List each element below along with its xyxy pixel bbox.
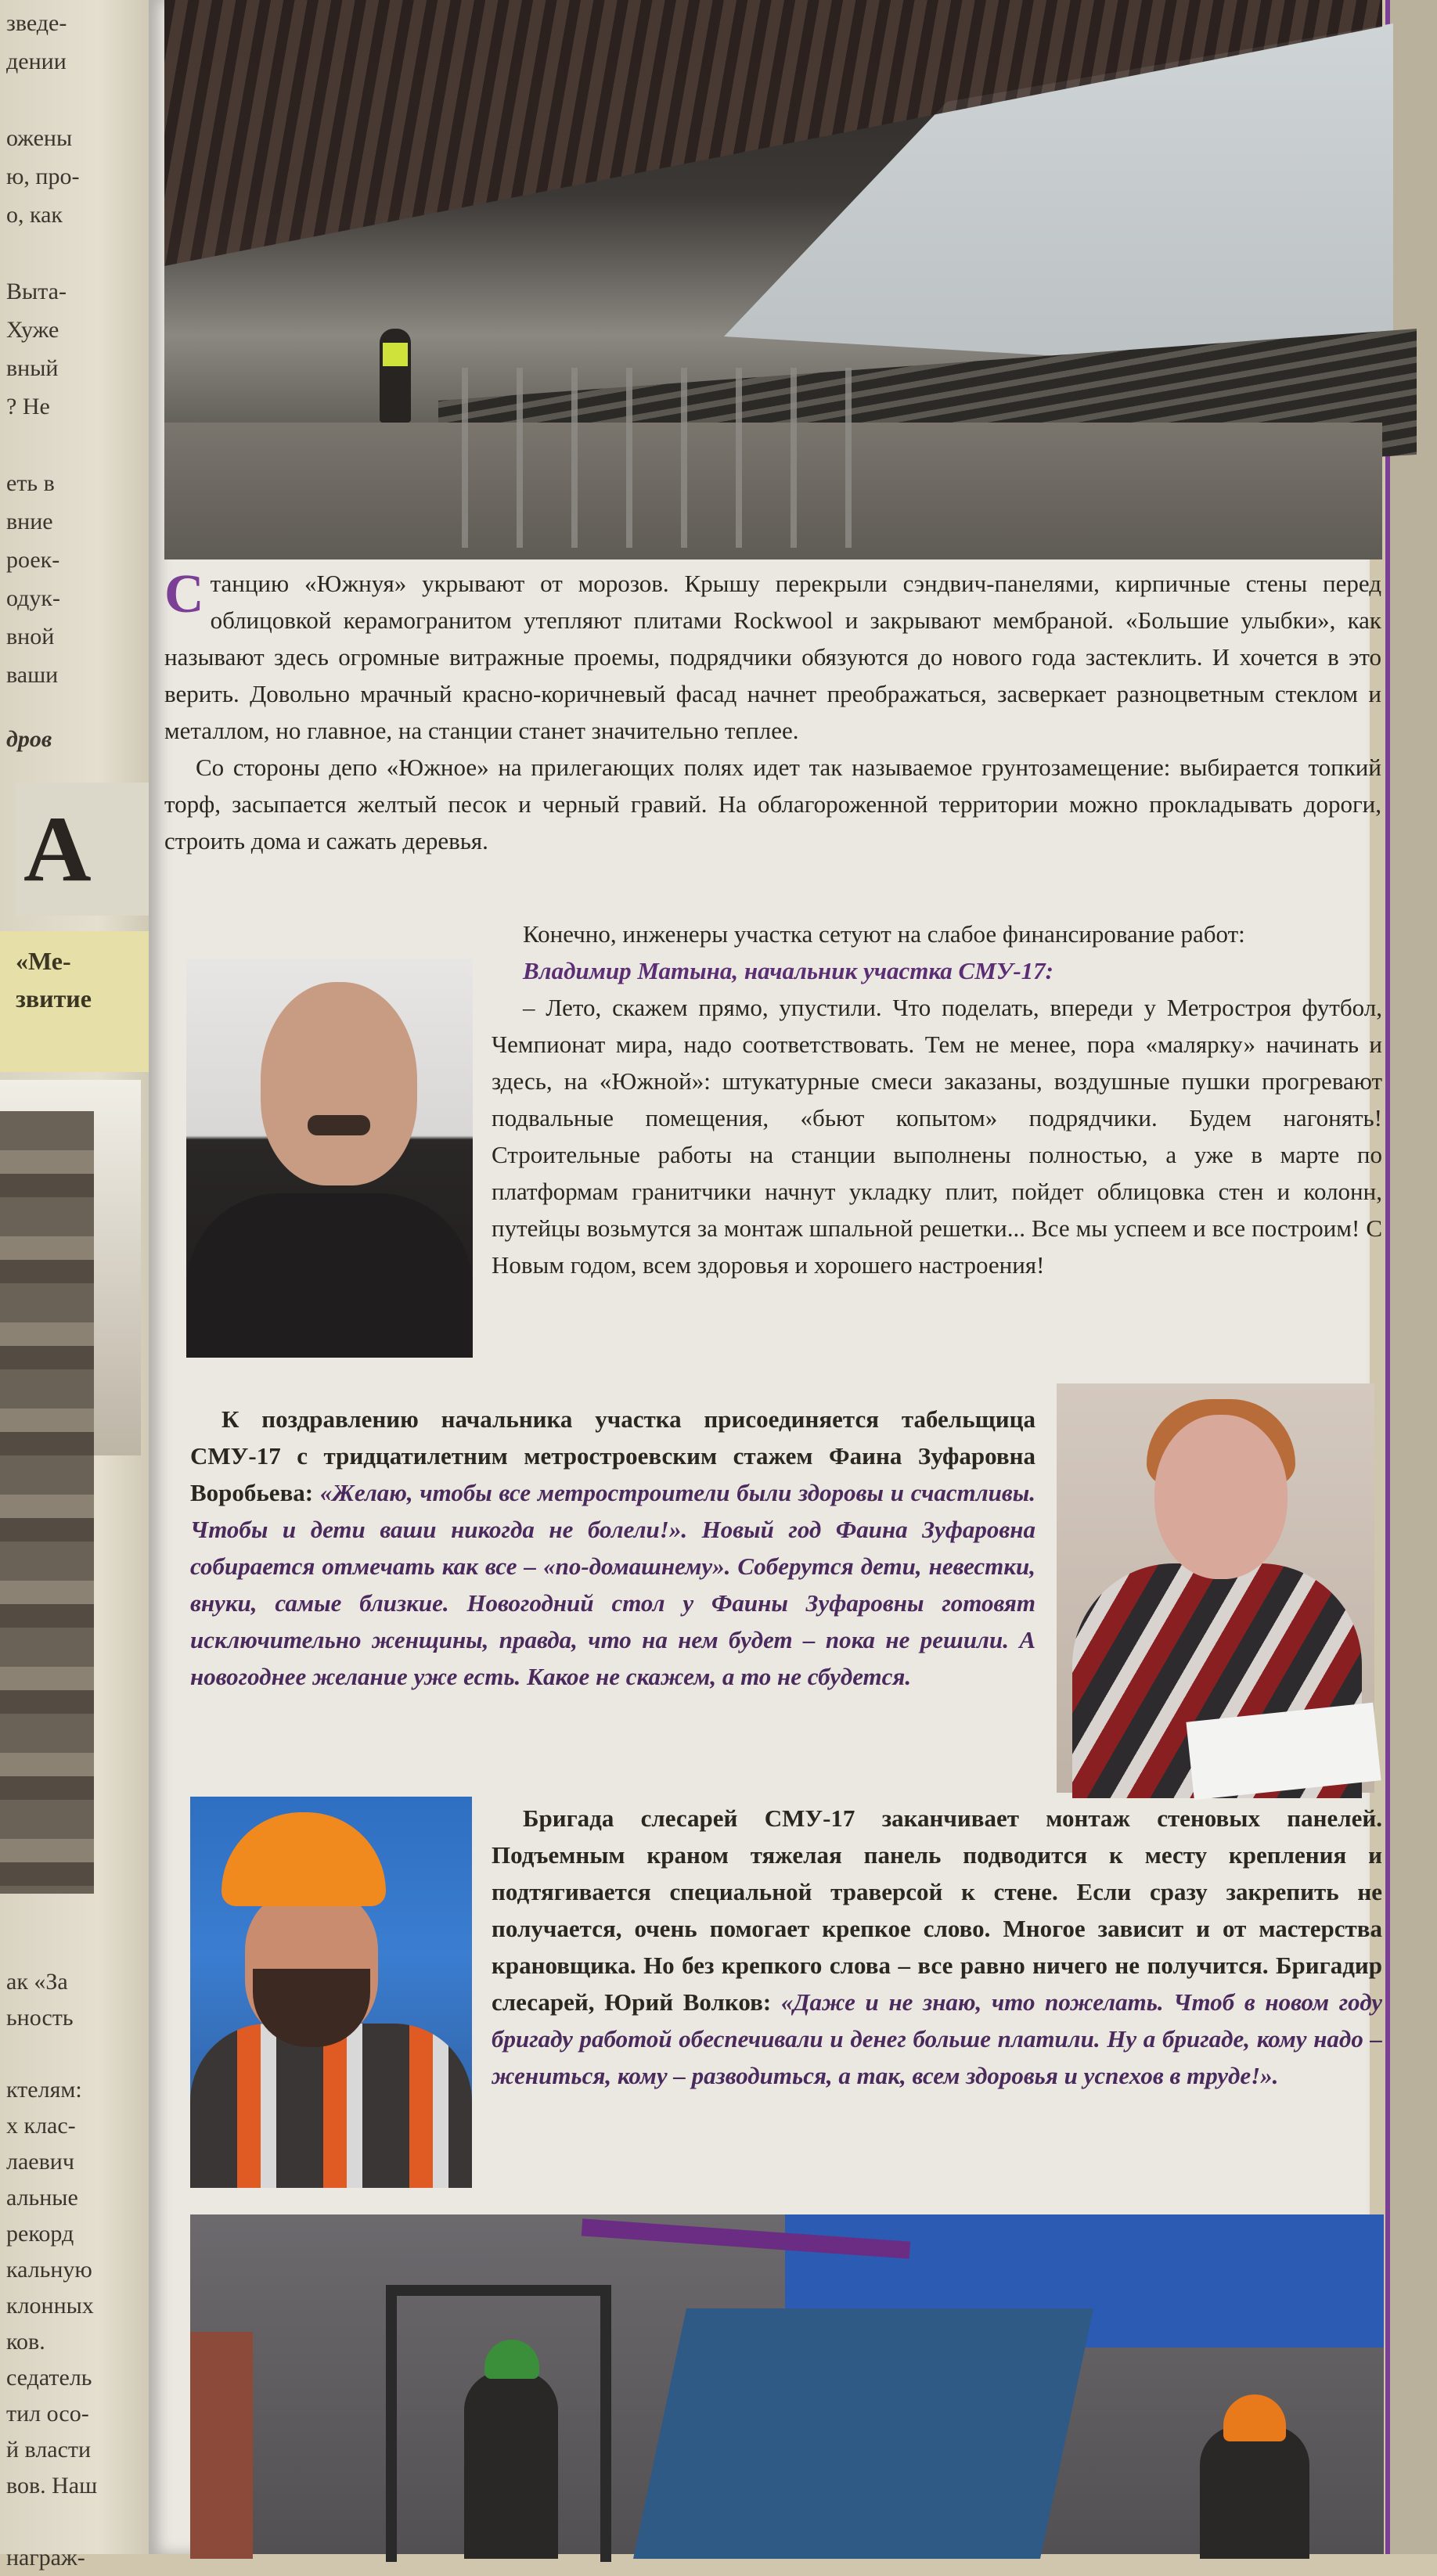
left-bottom-line: альные <box>6 2185 78 2211</box>
vorobyova-quote: «Желаю, чтобы все метростроители были здоровы и счастливы. Чтобы и дети ваши никогда не болели!». Новый год Фаина Зуфаровна собирается отмечать как все – «по-домашнему». Соберутся дети, невестки, внуки, самые близкие. Новогодний стол у Фаины Зуфаровны готовят исключительно женщины, правда, что на нем будет – пока не решили. А новогоднее желание уже есть. Какое не скажем, а то не сбудется. <box>190 1479 1035 1690</box>
left-bottom-line: награж- <box>6 2545 85 2571</box>
left-top-line: дении <box>6 49 67 74</box>
left-column-bottom-text <box>6 1964 97 2576</box>
speaker-matyna: Владимир Матына, начальник участка СМУ-17: <box>523 957 1054 984</box>
left-top-line: о, как <box>6 202 63 228</box>
left-band-line-2: звитие <box>16 984 92 1013</box>
left-bottom-line: лаевич <box>6 2149 74 2175</box>
left-top-line: Хуже <box>6 317 59 343</box>
left-top-line: вной <box>6 624 55 649</box>
left-band-line-1: «Ме- <box>16 947 71 975</box>
left-bottom-line: х клас- <box>6 2113 76 2139</box>
left-top-line: зведе- <box>6 10 67 36</box>
left-heading-letter: А <box>16 783 164 916</box>
article-intro <box>164 565 1381 859</box>
left-bottom-line: ак «За <box>6 1969 68 1995</box>
left-bottom-line: вов. Наш <box>6 2473 98 2499</box>
paragraph-3: Конечно, инженеры участка сетуют на слабое финансирование работ: <box>523 920 1245 948</box>
left-signature: дров <box>6 726 52 752</box>
left-bottom-line: ков. <box>6 2329 45 2355</box>
left-bottom-line: ктелям: <box>6 2077 82 2103</box>
yuri-volkov-photo <box>190 1797 472 2188</box>
station-interior-photo <box>164 0 1382 559</box>
vladimir-matyna-photo <box>186 959 473 1352</box>
left-top-line <box>6 81 79 119</box>
drop-cap: С <box>164 564 204 624</box>
left-bottom-line: кальную <box>6 2257 92 2283</box>
left-bottom-line: тил осо- <box>6 2401 89 2427</box>
left-top-line: еть в <box>6 470 55 496</box>
left-bottom-line <box>6 2036 97 2072</box>
left-top-line: вный <box>6 355 59 381</box>
volkov-block <box>492 1800 1382 2094</box>
left-top-line: роек- <box>6 547 60 573</box>
left-top-line: ? Не <box>6 394 50 419</box>
left-photo-stairs <box>0 1111 94 1894</box>
faina-vorobyova-photo <box>1057 1383 1374 1793</box>
left-bottom-line: клонных <box>6 2293 94 2319</box>
left-top-line: Выта- <box>6 279 67 304</box>
left-top-line: одук- <box>6 585 60 611</box>
left-top-line: ваши <box>6 662 59 688</box>
left-top-line: ю, про- <box>6 164 80 189</box>
left-bottom-line <box>6 2504 97 2540</box>
left-bottom-line: седатель <box>6 2365 92 2391</box>
left-bottom-line: ьность <box>6 2005 74 2031</box>
paragraph-1: танцию «Южнуя» укрывают от морозов. Крышу перекрыли сэндвич-панелями, кирпичные стены перед облицовкой керамогранитом утепляют плитами Rockwool и закрывают мембраной. «Большие улыбки», как называют здесь огромные витражные проемы, подрядчики обязуются до нового года застеклить. И хочется в это верить. Довольно мрачный красно-коричневый фасад начнет преображаться, засверкает разноцветным стеклом и металлом, но главное, на станции станет значительно теплее. <box>164 570 1381 744</box>
left-top-line <box>6 426 79 464</box>
left-highlight-band <box>0 931 164 1072</box>
panel-installation-photo <box>190 2214 1384 2554</box>
brigade-text: Бригада слесарей СМУ-17 заканчивает монтаж стеновых панелей. Подъемным краном тяжелая панель подводится к месту крепления и подтягивается специальной траверсой к стене. Если сразу закрепить не получается, очень помогает крепкое слово. Многое зависит и от мастерства крановщика. Но без крепкого слова – все равно ничего не получится. Бригадир слесарей, Юрий Волков: <box>492 1804 1382 2016</box>
matyna-quote-block <box>492 916 1382 1283</box>
matyna-quote: – Лето, скажем прямо, упустили. Что поделать, впереди у Метростроя футбол, Чемпионат мира, надо соответствовать. Тем не менее, пора «малярку» начинать и здесь, на «Южной»: штукатурные смеси заказаны, воздушные пушки прогревают подвальные помещения, «бьют копытом» подрядчики. Будем нагонять! Строительные работы на станции выполнены полностью, а уже в марте по платформам гранитчики начнут укладку плит, пойдет облицовка стен и колонн, путейцы возьмутся за монтаж шпальной решетки... Все мы успеем и все построим! С Новым годом, всем здоровья и хорошего настроения! <box>492 994 1382 1279</box>
left-top-line <box>6 234 79 272</box>
left-column-top-text <box>6 4 79 694</box>
left-bottom-line: рекорд <box>6 2221 74 2247</box>
vorobyova-block <box>190 1401 1035 1695</box>
volkov-quote: «Даже и не знаю, что пожелать. Чтоб в новом году бригаду работой обеспечивали и денег больше платили. Ну а бригаде, кому надо – жениться, кому – разводиться, а так, всем здоровья и успехов в труде!». <box>492 1988 1383 2089</box>
left-top-line: ожены <box>6 125 73 151</box>
paragraph-2: Со стороны депо «Южное» на прилегающих полях идет так называемое грунтозамещение: выбирается топкий торф, засыпается желтый песок и черный гравий. На облагороженной территории можно прокладывать дороги, строить дома и сажать деревья. <box>164 754 1381 854</box>
left-page-strip <box>0 0 164 2571</box>
left-bottom-line: й власти <box>6 2437 92 2463</box>
left-top-line: вние <box>6 509 53 534</box>
vorobyova-intro: К поздравлению начальника участка присоединяется табельщица СМУ-17 с тридцатилетним метростроевским стажем Фаина Зуфаровна Воробьева: <box>190 1405 1035 1506</box>
